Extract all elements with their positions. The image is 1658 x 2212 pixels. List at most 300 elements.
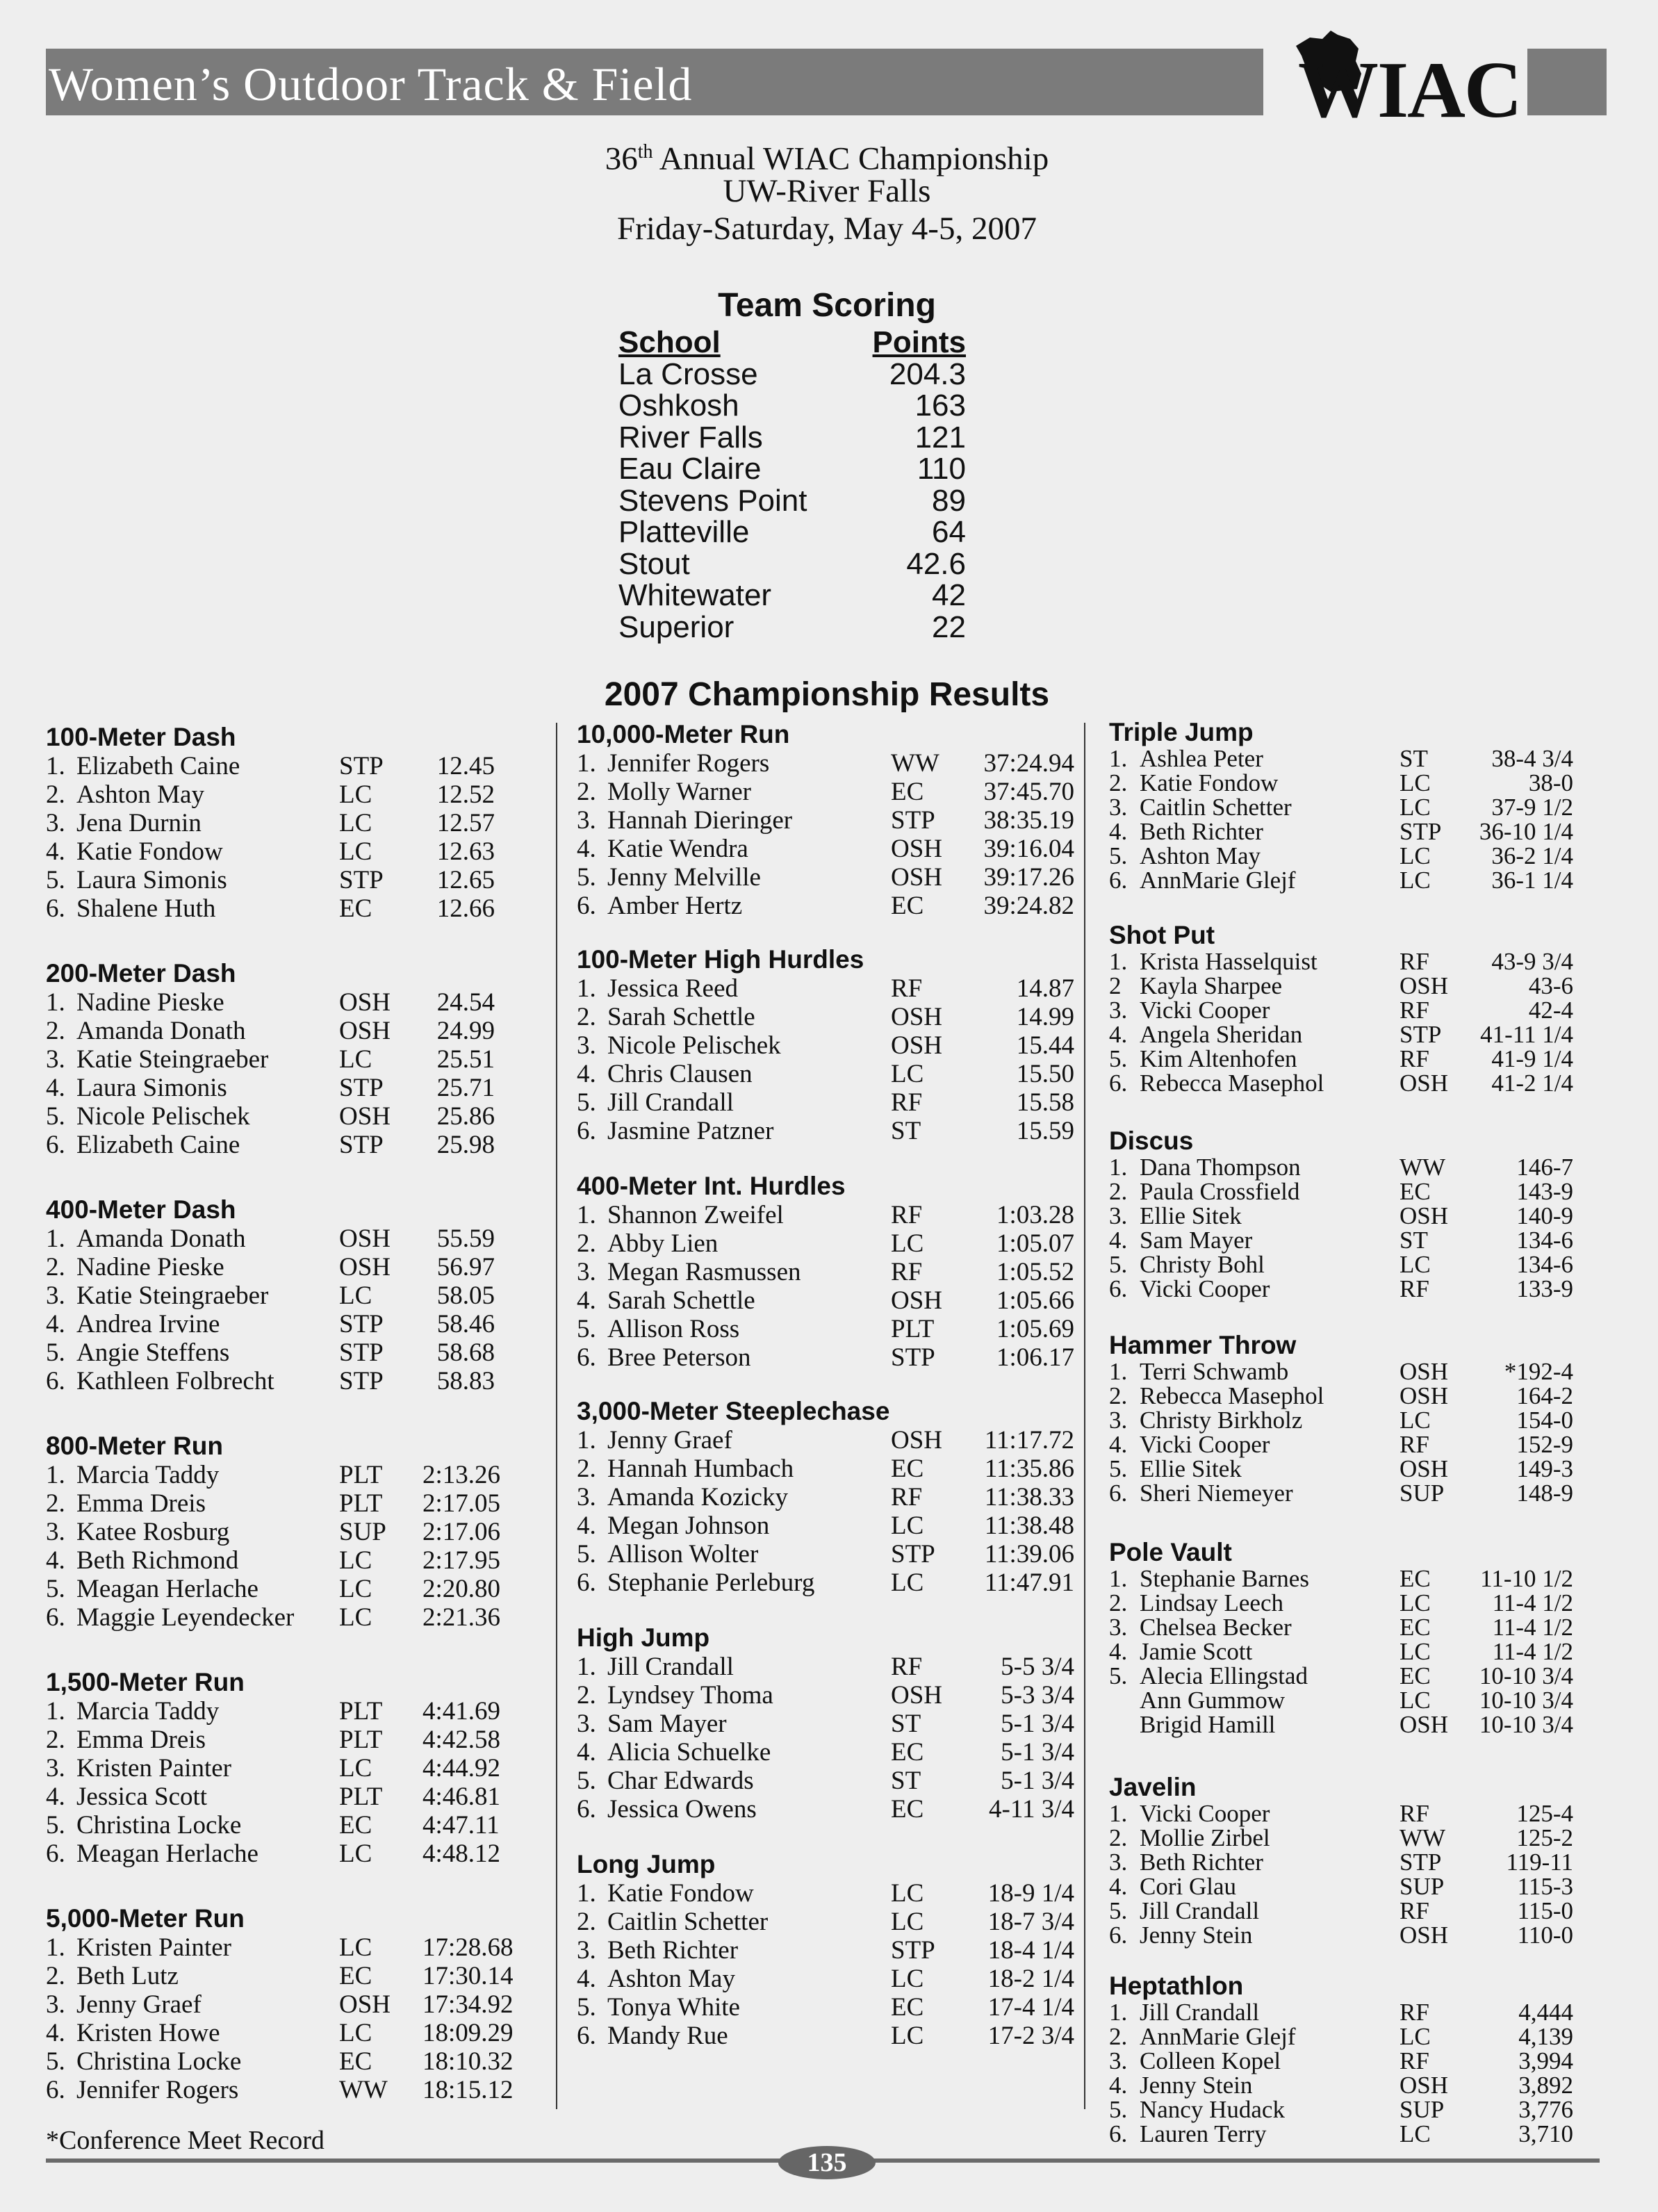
athlete-name: Meagan Herlache xyxy=(76,1575,258,1603)
mark: 4-11 3/4 xyxy=(989,1795,1074,1824)
place: 3. xyxy=(46,1518,65,1546)
result-row xyxy=(1109,2097,1573,2122)
mark: 1:03.28 xyxy=(996,1201,1074,1229)
athlete-name: Vicki Cooper xyxy=(1140,1431,1270,1458)
athlete-name: Katie Fondow xyxy=(76,837,223,866)
place: 6. xyxy=(1109,2120,1128,2147)
event-block xyxy=(577,1397,1074,1597)
result-row xyxy=(577,1426,1074,1455)
school-code: STP xyxy=(891,1343,935,1372)
school-code: LC xyxy=(339,1840,372,1868)
school-code: EC xyxy=(1400,1178,1431,1205)
team-scoring-title: Team Scoring xyxy=(718,287,936,324)
event-title: 400-Meter Dash xyxy=(46,1195,236,1224)
mark: 18-2 1/4 xyxy=(987,1965,1074,1993)
mark: 10-10 3/4 xyxy=(1479,1711,1573,1738)
result-row xyxy=(1109,974,1573,998)
place: 6. xyxy=(577,892,596,920)
athlete-name: Nadine Pieske xyxy=(76,988,224,1017)
athlete-name: Jill Crandall xyxy=(1140,1999,1260,2026)
place: 4. xyxy=(577,1511,596,1540)
mark: 14.99 xyxy=(1016,1003,1074,1031)
result-row xyxy=(46,1933,514,1962)
mark: 56.97 xyxy=(436,1253,495,1281)
event-block xyxy=(577,1850,1074,2050)
place: 6. xyxy=(46,1603,65,1632)
athlete-name: Christina Locke xyxy=(76,1811,242,1840)
result-row xyxy=(1109,1826,1573,1850)
place: 1. xyxy=(577,1201,596,1229)
place: 2. xyxy=(46,1253,65,1281)
place: 4. xyxy=(1109,1873,1128,1900)
school-code: OSH xyxy=(339,1990,391,2019)
team-score-row xyxy=(618,359,966,391)
event-title: Hammer Throw xyxy=(1109,1331,1297,1359)
place: 1. xyxy=(577,1879,596,1908)
result-row xyxy=(46,1074,495,1102)
place: 2. xyxy=(577,1229,596,1258)
mark: 1:05.69 xyxy=(996,1315,1074,1343)
result-row xyxy=(577,1201,1074,1229)
mark: 41-11 1/4 xyxy=(1480,1021,1573,1048)
wiac-logo: WIAC xyxy=(1298,46,1521,135)
school-code: LC xyxy=(339,837,372,866)
athlete-name: Sheri Niemeyer xyxy=(1140,1480,1293,1507)
place: 1. xyxy=(1109,1565,1128,1592)
team-score-row xyxy=(618,548,966,580)
mark: 11:39.06 xyxy=(984,1540,1074,1568)
result-row xyxy=(1109,1481,1573,1505)
place: 5. xyxy=(46,1811,65,1840)
place: 1. xyxy=(46,1697,65,1726)
place xyxy=(1109,1712,1140,1737)
place: 2 xyxy=(1109,972,1122,999)
result-row xyxy=(46,1546,501,1575)
school-code: OSH xyxy=(891,1003,943,1031)
athlete-name: Chris Clausen xyxy=(607,1060,753,1088)
place: 3. xyxy=(577,1936,596,1965)
result-row xyxy=(1109,2000,1573,2024)
place: 2. xyxy=(577,1681,596,1710)
mark: 58.46 xyxy=(436,1310,495,1338)
mark: 39:17.26 xyxy=(983,863,1074,892)
result-row xyxy=(1109,1664,1573,1688)
place: 5. xyxy=(1109,2096,1128,2123)
result-row xyxy=(1109,1252,1573,1277)
athlete-name: Jamie Scott xyxy=(1140,1638,1253,1665)
mark: 36-2 1/4 xyxy=(1491,842,1573,869)
school-code: RF xyxy=(1400,1897,1429,1924)
result-row xyxy=(1109,1022,1573,1047)
place: 2. xyxy=(1109,1382,1128,1409)
result-row xyxy=(577,1540,1074,1568)
result-row xyxy=(46,1489,501,1518)
team-score-row xyxy=(618,580,966,612)
athlete-name: Ann Gummow xyxy=(1140,1687,1286,1714)
mark: 2:17.06 xyxy=(422,1518,501,1546)
result-row xyxy=(1109,1688,1573,1712)
athlete-name: Andrea Irvine xyxy=(76,1310,220,1338)
place: 4. xyxy=(577,1738,596,1767)
school-code: STP xyxy=(1400,1021,1442,1048)
result-row xyxy=(577,778,1074,806)
mark: 36-10 1/4 xyxy=(1479,818,1573,845)
athlete-name: Lauren Terry xyxy=(1140,2120,1267,2147)
athlete-name: Kim Altenhofen xyxy=(1140,1045,1297,1072)
school-points: 64 xyxy=(932,515,966,549)
athlete-name: Katie Wendra xyxy=(607,835,748,863)
place: 5. xyxy=(577,1315,596,1343)
athlete-name: Colleen Kopel xyxy=(1140,2047,1281,2074)
school-code: RF xyxy=(891,974,923,1003)
school-code: ST xyxy=(891,1710,921,1738)
school-code: OSH xyxy=(891,835,943,863)
school-code: SUP xyxy=(1400,2096,1445,2123)
team-score-row xyxy=(618,422,966,454)
result-row xyxy=(577,863,1074,892)
school-code: EC xyxy=(339,894,372,923)
athlete-name: Emma Dreis xyxy=(76,1726,206,1754)
mark: 11:38.48 xyxy=(984,1511,1074,1540)
mark: 12.45 xyxy=(436,752,495,780)
mark: 10-10 3/4 xyxy=(1479,1662,1573,1689)
school-code: LC xyxy=(891,1908,924,1936)
school-code: EC xyxy=(891,1455,924,1483)
event-block xyxy=(1109,1127,1573,1301)
school-code: EC xyxy=(891,778,924,806)
athlete-name: Ashton May xyxy=(76,780,204,809)
event-title: 400-Meter Int. Hurdles xyxy=(577,1172,846,1200)
mark: 133-9 xyxy=(1516,1275,1573,1302)
result-row xyxy=(577,1795,1074,1824)
place: 4. xyxy=(46,1546,65,1575)
mark: 18-9 1/4 xyxy=(987,1879,1074,1908)
school-code: EC xyxy=(891,1993,924,2022)
result-row xyxy=(1109,2073,1573,2097)
event-block xyxy=(577,1172,1074,1372)
result-row xyxy=(46,866,495,894)
school-code: WW xyxy=(1400,1154,1446,1181)
result-row xyxy=(1109,1277,1573,1301)
athlete-name: Caitlin Schetter xyxy=(1140,794,1292,821)
place: 4. xyxy=(46,1310,65,1338)
school-code: LC xyxy=(339,809,372,837)
school-code: LC xyxy=(891,1060,924,1088)
event-block xyxy=(1109,1773,1573,1947)
place: 1. xyxy=(1109,948,1128,975)
place: 2. xyxy=(577,778,596,806)
place: 3. xyxy=(577,1483,596,1511)
school-code: OSH xyxy=(1400,2072,1449,2099)
place: 6. xyxy=(577,1343,596,1372)
school-code: EC xyxy=(891,1795,924,1824)
mark: *192-4 xyxy=(1504,1358,1573,1385)
result-row xyxy=(1109,1801,1573,1826)
mark: 11:17.72 xyxy=(984,1426,1074,1455)
place: 6. xyxy=(1109,1070,1128,1097)
event-title: 100-Meter High Hurdles xyxy=(577,945,864,974)
place: 6. xyxy=(1109,1480,1128,1507)
school-code: STP xyxy=(891,1936,935,1965)
athlete-name: Beth Richter xyxy=(607,1936,739,1965)
school-code: STP xyxy=(339,1310,384,1338)
school-code: WW xyxy=(891,749,939,778)
mark: 11-10 1/2 xyxy=(1480,1565,1573,1592)
athlete-name: Nancy Hudack xyxy=(1140,2096,1285,2123)
event-block xyxy=(46,1904,514,2104)
mark: 4,444 xyxy=(1518,1999,1573,2026)
school-points: 89 xyxy=(932,483,966,518)
school-code: LC xyxy=(339,1933,372,1962)
place: 2. xyxy=(577,1908,596,1936)
result-row xyxy=(577,1681,1074,1710)
place: 3. xyxy=(577,1258,596,1286)
result-row xyxy=(1109,1923,1573,1947)
school-code: ST xyxy=(891,1117,921,1145)
meet-dates: Friday-Saturday, May 4-5, 2007 xyxy=(617,211,1037,247)
athlete-name: Jill Crandall xyxy=(607,1653,734,1681)
place: 4. xyxy=(1109,1431,1128,1458)
event-title: 10,000-Meter Run xyxy=(577,720,790,748)
place: 4. xyxy=(46,837,65,866)
school-code: PLT xyxy=(339,1783,383,1811)
school-code: SUP xyxy=(339,1518,386,1546)
place: 2. xyxy=(46,1017,65,1045)
athlete-name: Chelsea Becker xyxy=(1140,1614,1292,1641)
school-code: SUP xyxy=(1400,1873,1445,1900)
place: 2. xyxy=(1109,1589,1128,1616)
athlete-name: Bree Peterson xyxy=(607,1343,751,1372)
athlete-name: Katie Steingraeber xyxy=(76,1281,269,1310)
result-row xyxy=(46,1338,495,1367)
athlete-name: Lindsay Leech xyxy=(1140,1589,1283,1616)
place: 6. xyxy=(1109,1922,1128,1949)
school-code: STP xyxy=(339,1074,384,1102)
result-row xyxy=(577,1258,1074,1286)
result-row xyxy=(1109,1874,1573,1899)
mark: 17:30.14 xyxy=(422,1962,514,1990)
mark: 17:34.92 xyxy=(422,1990,514,2019)
mark: 12.66 xyxy=(436,894,495,923)
result-row xyxy=(577,1060,1074,1088)
result-row xyxy=(46,1281,495,1310)
school-code: LC xyxy=(891,1568,924,1597)
place: 6. xyxy=(1109,867,1128,894)
result-row xyxy=(1109,819,1573,844)
school-code: ST xyxy=(1400,745,1428,772)
athlete-name: Jessica Owens xyxy=(607,1795,757,1824)
mark: 1:05.52 xyxy=(996,1258,1074,1286)
school-code: OSH xyxy=(1400,1202,1449,1229)
athlete-name: Angela Sheridan xyxy=(1140,1021,1303,1048)
mark: 4:48.12 xyxy=(422,1840,501,1868)
athlete-name: Angie Steffens xyxy=(76,1338,230,1367)
place: 2. xyxy=(46,1489,65,1518)
athlete-name: Kristen Painter xyxy=(76,1754,231,1783)
mark: 12.57 xyxy=(436,809,495,837)
result-row xyxy=(46,988,495,1017)
school-code: LC xyxy=(339,780,372,809)
place: 1. xyxy=(1109,1358,1128,1385)
place: 1. xyxy=(1109,745,1128,772)
athlete-name: Ellie Sitek xyxy=(1140,1202,1242,1229)
athlete-name: Christy Bohl xyxy=(1140,1251,1265,1278)
place: 6. xyxy=(46,1840,65,1868)
event-title: 200-Meter Dash xyxy=(46,959,236,988)
athlete-name: Char Edwards xyxy=(607,1767,754,1795)
mark: 154-0 xyxy=(1516,1407,1573,1434)
mark: 5-5 3/4 xyxy=(1001,1653,1074,1681)
result-row xyxy=(1109,1384,1573,1408)
athlete-name: Jennifer Rogers xyxy=(76,2076,239,2104)
school-code: EC xyxy=(891,1738,924,1767)
result-row xyxy=(46,780,495,809)
mark: 37:24.94 xyxy=(983,749,1074,778)
mark: 4,139 xyxy=(1518,2023,1573,2050)
athlete-name: AnnMarie Glejf xyxy=(1140,2023,1296,2050)
mark: 11:47.91 xyxy=(984,1568,1074,1597)
place: 6. xyxy=(46,1131,65,1159)
school-code: PLT xyxy=(339,1697,383,1726)
athlete-name: Kayla Sharpee xyxy=(1140,972,1283,999)
athlete-name: Meagan Herlache xyxy=(76,1840,258,1868)
athlete-name: Amanda Kozicky xyxy=(607,1483,788,1511)
mark: 15.59 xyxy=(1016,1117,1074,1145)
athlete-name: Marcia Taddy xyxy=(76,1697,220,1726)
school-code: EC xyxy=(1400,1662,1431,1689)
event-block xyxy=(1109,719,1573,892)
team-score-row xyxy=(618,453,966,485)
event-block xyxy=(577,720,1074,920)
mark: 134-6 xyxy=(1516,1251,1573,1278)
place: 4. xyxy=(46,2019,65,2047)
place: 4. xyxy=(577,835,596,863)
school-code: LC xyxy=(339,1603,372,1632)
mark: 2:21.36 xyxy=(422,1603,501,1632)
mark: 24.54 xyxy=(436,988,495,1017)
athlete-name: Jenny Melville xyxy=(607,863,761,892)
column-divider xyxy=(1084,723,1085,2109)
place: 6. xyxy=(577,1795,596,1824)
school-code: LC xyxy=(339,1575,372,1603)
mark: 2:13.26 xyxy=(422,1461,501,1489)
team-score-row xyxy=(618,485,966,517)
result-row xyxy=(46,1990,514,2019)
place: 4. xyxy=(1109,818,1128,845)
result-row xyxy=(577,1286,1074,1315)
result-row xyxy=(577,1936,1074,1965)
athlete-name: Beth Richmond xyxy=(76,1546,239,1575)
school-code: EC xyxy=(891,892,924,920)
place: 5. xyxy=(46,866,65,894)
place: 1. xyxy=(1109,1800,1128,1827)
school-code: LC xyxy=(339,1045,372,1074)
school-code: STP xyxy=(339,752,384,780)
result-row xyxy=(46,837,495,866)
school-code: OSH xyxy=(339,1102,391,1131)
mark: 24.99 xyxy=(436,1017,495,1045)
athlete-name: Beth Richter xyxy=(1140,818,1263,845)
meet-title: 36th Annual WIAC Championship xyxy=(605,140,1049,177)
place: 1. xyxy=(46,1224,65,1253)
athlete-name: Ashton May xyxy=(607,1965,735,1993)
result-row xyxy=(1109,1432,1573,1457)
result-row xyxy=(46,1697,501,1726)
athlete-name: Krista Hasselquist xyxy=(1140,948,1318,975)
place: 5. xyxy=(46,2047,65,2076)
mark: 1:06.17 xyxy=(996,1343,1074,1372)
mark: 1:05.07 xyxy=(996,1229,1074,1258)
mark: 11-4 1/2 xyxy=(1492,1589,1573,1616)
team-score-row xyxy=(618,390,966,422)
place: 3. xyxy=(46,1754,65,1783)
event-title: Javelin xyxy=(1109,1773,1197,1801)
result-row xyxy=(1109,998,1573,1022)
result-row xyxy=(577,2022,1074,2050)
school-code: STP xyxy=(339,1367,384,1395)
result-row xyxy=(577,1483,1074,1511)
page-number: 135 xyxy=(778,2146,876,2179)
mark: 58.68 xyxy=(436,1338,495,1367)
athlete-name: Kristen Howe xyxy=(76,2019,220,2047)
mark: 2:17.95 xyxy=(422,1546,501,1575)
result-row xyxy=(577,1003,1074,1031)
athlete-name: Megan Johnson xyxy=(607,1511,770,1540)
result-row xyxy=(46,1102,495,1131)
mark: 41-2 1/4 xyxy=(1491,1070,1573,1097)
team-score-row xyxy=(618,516,966,548)
athlete-name: Allison Ross xyxy=(607,1315,740,1343)
event-title: High Jump xyxy=(577,1623,710,1652)
athlete-name: Caitlin Schetter xyxy=(607,1908,769,1936)
school-code: LC xyxy=(1400,1407,1431,1434)
school-name: Whitewater xyxy=(618,578,772,612)
mark: 5-1 3/4 xyxy=(1001,1767,1074,1795)
result-row xyxy=(1109,1712,1573,1737)
mark: 115-0 xyxy=(1517,1897,1573,1924)
athlete-name: Kristen Painter xyxy=(76,1933,231,1962)
school-points: 121 xyxy=(914,420,966,454)
result-row xyxy=(1109,844,1573,868)
place: 3. xyxy=(1109,1849,1128,1876)
event-title: Triple Jump xyxy=(1109,718,1254,746)
result-row xyxy=(1109,2049,1573,2073)
school-code: OSH xyxy=(1400,1358,1449,1385)
athlete-name: Shalene Huth xyxy=(76,894,216,923)
mark: 4:41.69 xyxy=(422,1697,501,1726)
mark: 152-9 xyxy=(1516,1431,1573,1458)
mark: 125-2 xyxy=(1516,1824,1573,1851)
result-row xyxy=(46,1017,495,1045)
place: 3. xyxy=(1109,1614,1128,1641)
athlete-name: Laura Simonis xyxy=(76,1074,227,1102)
result-row xyxy=(1109,1228,1573,1252)
result-row xyxy=(46,1131,495,1159)
athlete-name: Nicole Pelischek xyxy=(76,1102,250,1131)
mark: 42-4 xyxy=(1528,997,1573,1024)
school-code: LC xyxy=(891,1879,924,1908)
place: 3. xyxy=(46,1990,65,2019)
result-row xyxy=(46,1726,501,1754)
result-row xyxy=(46,1811,500,1840)
school-code: RF xyxy=(891,1483,923,1511)
mark: 146-7 xyxy=(1516,1154,1573,1181)
place: 6. xyxy=(46,2076,65,2104)
place: 5. xyxy=(577,863,596,892)
athlete-name: Lyndsey Thoma xyxy=(607,1681,773,1710)
place: 1. xyxy=(577,1653,596,1681)
school-code: EC xyxy=(1400,1614,1431,1641)
